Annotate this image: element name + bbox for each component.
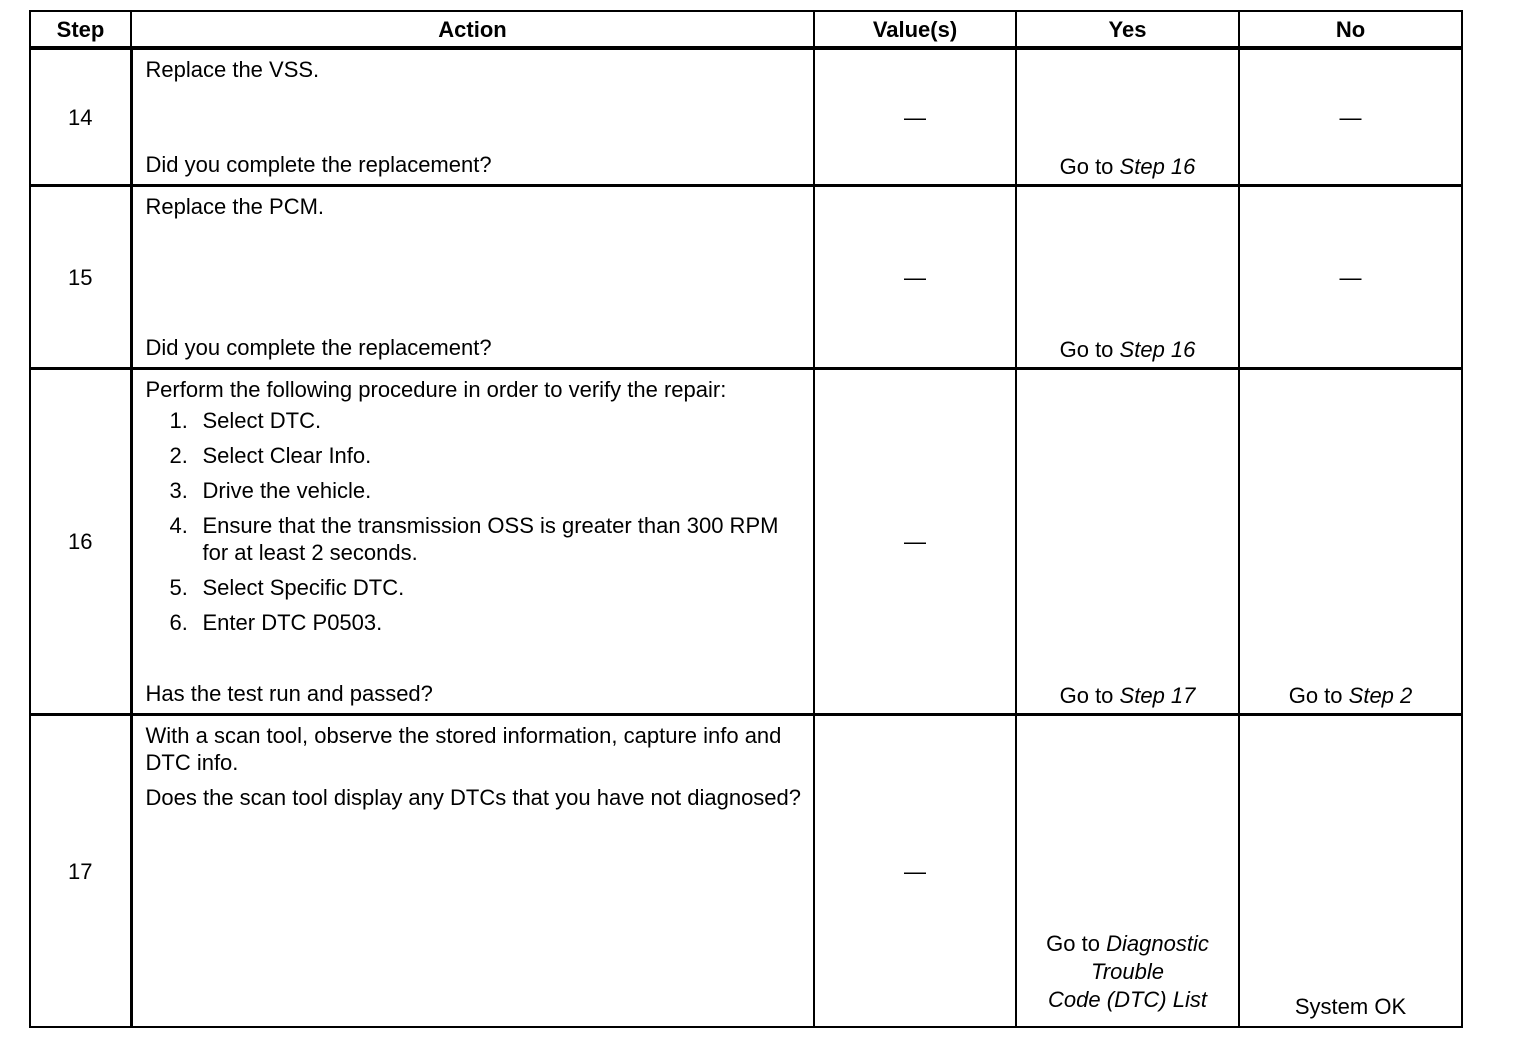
header-values: Value(s) <box>814 11 1016 48</box>
yes-target-link[interactable]: Trouble <box>1091 959 1164 984</box>
yes-prefix: Go to <box>1046 931 1100 956</box>
yes-target-link[interactable]: Step 17 <box>1119 683 1196 708</box>
yes-cell <box>1016 369 1239 715</box>
header-step: Step <box>30 11 131 48</box>
step-number: 14 <box>30 48 131 186</box>
yes-target-link[interactable]: Diagnostic <box>1106 931 1209 956</box>
table-row <box>30 48 1462 186</box>
table-row <box>30 715 1462 1028</box>
procedure-step: 6. Enter DTC P0503. <box>169 610 383 635</box>
no-cell: System OK <box>1239 715 1462 1028</box>
yes-target-link[interactable]: Step 16 <box>1119 337 1196 362</box>
value-cell: — <box>814 369 1016 715</box>
procedure-list <box>146 407 802 636</box>
yes-target-link[interactable]: Code (DTC) List <box>1048 987 1207 1012</box>
yes-cell <box>1016 715 1239 1028</box>
action-cell <box>131 186 814 369</box>
procedure-step: 5. Select Specific DTC. <box>169 575 405 600</box>
value-cell: — <box>814 186 1016 369</box>
action-cell <box>131 369 814 715</box>
no-cell: — <box>1239 48 1462 186</box>
action-cell <box>131 48 814 186</box>
value-cell: — <box>814 715 1016 1028</box>
value-cell: — <box>814 48 1016 186</box>
action-question: Has the test run and passed? <box>145 681 433 706</box>
action-text: Perform the following procedure in order to verify the repair: <box>145 377 727 402</box>
yes-prefix: Go to <box>1059 154 1114 179</box>
action-text: Replace the PCM. <box>145 194 325 219</box>
action-text: Replace the VSS. <box>145 57 320 82</box>
step-number: 15 <box>30 186 131 369</box>
yes-target-link[interactable]: Step 16 <box>1119 154 1196 179</box>
action-question: Did you complete the replacement? <box>145 152 492 177</box>
action-text: With a scan tool, observe the stored information, capture info and DTC info. <box>145 723 782 775</box>
header-row <box>30 11 1462 48</box>
procedure-step: 2. Select Clear Info. <box>169 443 372 468</box>
no-cell <box>1239 369 1462 715</box>
procedure-step: 4. Ensure that the transmission OSS is greater than 300 RPM for at least 2 seconds. <box>169 513 779 565</box>
no-cell: — <box>1239 186 1462 369</box>
procedure-step: 1. Select DTC. <box>169 408 322 433</box>
step-number: 17 <box>30 715 131 1028</box>
action-cell <box>131 715 814 1028</box>
yes-cell <box>1016 186 1239 369</box>
yes-prefix: Go to <box>1059 337 1114 362</box>
no-prefix: Go to <box>1288 683 1343 708</box>
table-row <box>30 369 1462 715</box>
action-question: Does the scan tool display any DTCs that you have not diagnosed? <box>145 785 802 810</box>
step-number: 16 <box>30 369 131 715</box>
yes-cell <box>1016 48 1239 186</box>
header-no: No <box>1239 11 1462 48</box>
procedure-step: 3. Drive the vehicle. <box>169 478 372 503</box>
yes-prefix: Go to <box>1059 683 1114 708</box>
header-yes: Yes <box>1016 11 1239 48</box>
action-question: Did you complete the replacement? <box>145 335 492 360</box>
table-row <box>30 186 1462 369</box>
no-target-link[interactable]: Step 2 <box>1348 683 1413 708</box>
diagnostic-table <box>29 10 1463 1028</box>
header-action: Action <box>131 11 814 48</box>
